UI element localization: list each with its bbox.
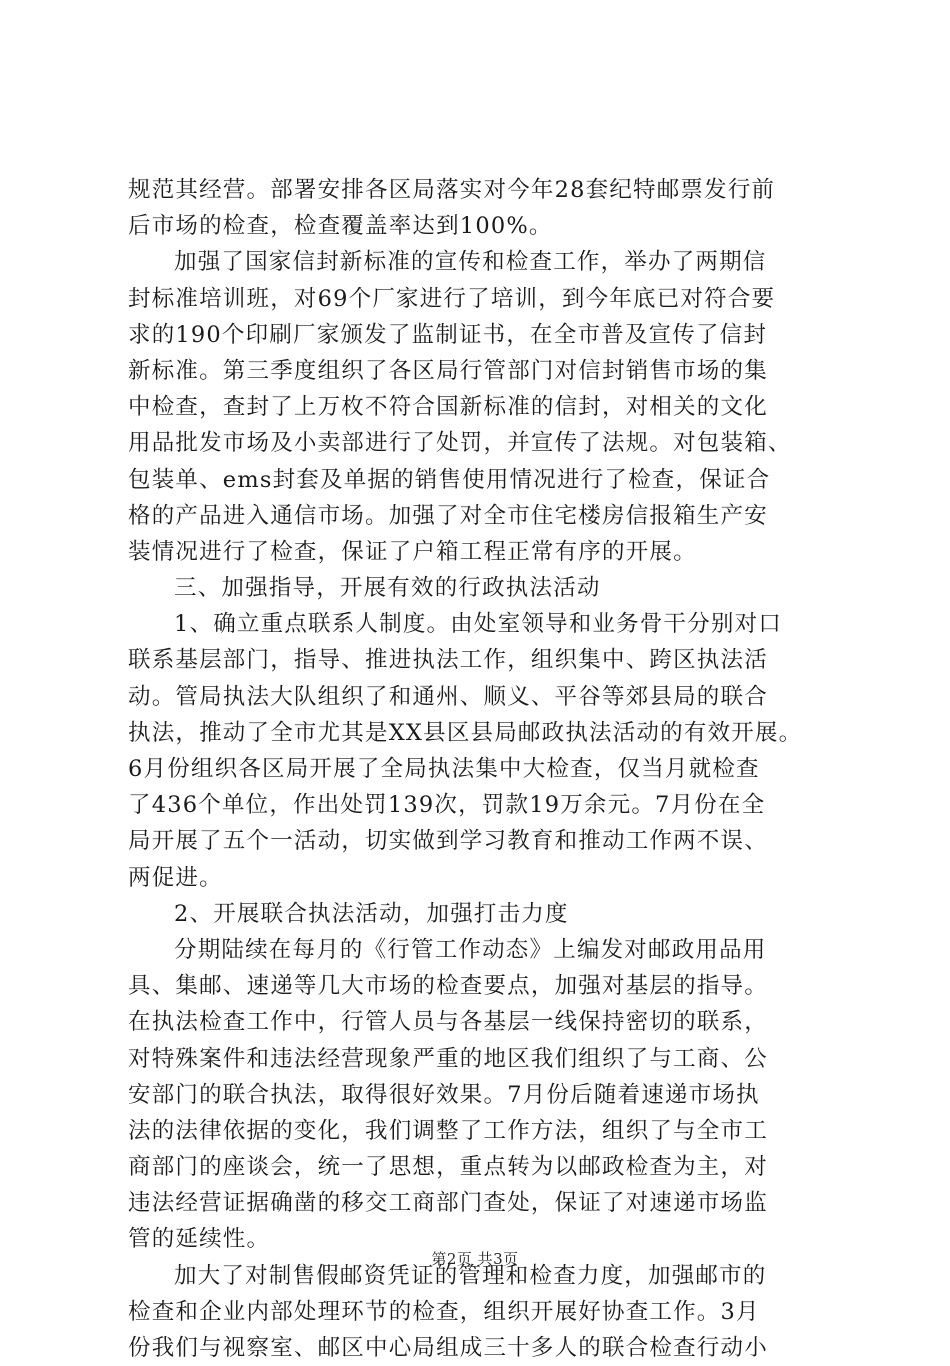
text-line: 规范其经营。部署安排各区局落实对今年28套纪特邮票发行前 bbox=[128, 177, 776, 203]
text-line: 包装单、ems封套及单据的销售使用情况进行了检查，保证合 bbox=[128, 466, 771, 493]
paragraph-start: 分期陆续在每月的《行管工作动态》上编发对邮政用品用 bbox=[174, 936, 767, 963]
text-line: 中检查，查封了上万枚不符合国新标准的信封，对相关的文化 bbox=[128, 394, 768, 421]
text-line: 法的法律依据的变化，我们调整了工作方法，组织了与全市工 bbox=[128, 1117, 768, 1144]
text-line: 了436个单位，作出处罚139次，罚款19万余元。7月份在全 bbox=[128, 792, 766, 819]
body-text bbox=[128, 172, 828, 1366]
text-line: 违法经营证据确凿的移交工商部门查处，保证了对速递市场监 bbox=[128, 1190, 768, 1217]
text-line: 动。管局执法大队组织了和通州、顺义、平谷等郊县局的联合 bbox=[128, 683, 768, 710]
subsection-heading: 2、开展联合执法活动，加强打击力度 bbox=[174, 900, 569, 927]
text-line: 联系基层部门，指导、推进执法工作，组织集中、跨区执法活 bbox=[128, 647, 768, 674]
text-line: 局开展了五个一活动，切实做到学习教育和推动工作两不误、 bbox=[128, 828, 768, 855]
text-line: 检查和企业内部处理环节的检查，组织开展好协查工作。3月 bbox=[128, 1298, 760, 1325]
text-line: 份我们与视察室、邮区中心局组成三十多人的联合检查行动小 bbox=[128, 1335, 768, 1361]
paragraph-start: 1、确立重点联系人制度。由处室领导和业务骨干分别对口 bbox=[174, 611, 783, 638]
text-line: 用品批发市场及小卖部进行了处罚，并宣传了法规。对包装箱、 bbox=[128, 430, 792, 457]
text-line: 安部门的联合执法，取得很好效果。7月份后随着速递市场执 bbox=[128, 1081, 760, 1108]
text-line: 新标准。第三季度组织了各区局行管部门对信封销售市场的集 bbox=[128, 357, 768, 384]
text-line: 管的延续性。 bbox=[128, 1226, 271, 1253]
text-line: 对特殊案件和违法经营现象严重的地区我们组织了与工商、公 bbox=[128, 1045, 768, 1072]
text-line: 6月份组织各区局开展了全局执法集中大检查，仅当月就检查 bbox=[128, 756, 760, 782]
text-line: 具、集邮、速递等几大市场的检查要点，加强对基层的指导。 bbox=[128, 973, 768, 1000]
text-line: 两促进。 bbox=[128, 864, 223, 891]
text-line: 在执法检查工作中，行管人员与各基层一线保持密切的联系， bbox=[128, 1009, 768, 1036]
paragraph-start: 加强了国家信封新标准的宣传和检查工作，举办了两期信 bbox=[174, 249, 767, 276]
section-heading: 三、加强指导，开展有效的行政执法活动 bbox=[174, 575, 601, 602]
text-line: 后市场的检查，检查覆盖率达到100%。 bbox=[128, 213, 553, 240]
paragraph-start: 加大了对制售假邮资凭证的管理和检查力度，加强邮市的 bbox=[174, 1262, 767, 1289]
text-line: 格的产品进入通信市场。加强了对全市住宅楼房信报箱生产安 bbox=[128, 502, 768, 529]
text-line: 执法，推动了全市尤其是XX县区县局邮政执法活动的有效开展。 bbox=[128, 719, 803, 746]
page-number-footer: 第2页 共3页 bbox=[431, 1250, 519, 1268]
text-line: 求的190个印刷厂家颁发了监制证书，在全市普及宣传了信封 bbox=[128, 321, 768, 348]
text-line: 商部门的座谈会，统一了思想，重点转为以邮政检查为主，对 bbox=[128, 1154, 768, 1181]
text-line: 装情况进行了检查，保证了户箱工程正常有序的开展。 bbox=[128, 538, 697, 565]
text-line: 封标准培训班，对69个厂家进行了培训，到今年底已对符合要 bbox=[128, 285, 776, 312]
